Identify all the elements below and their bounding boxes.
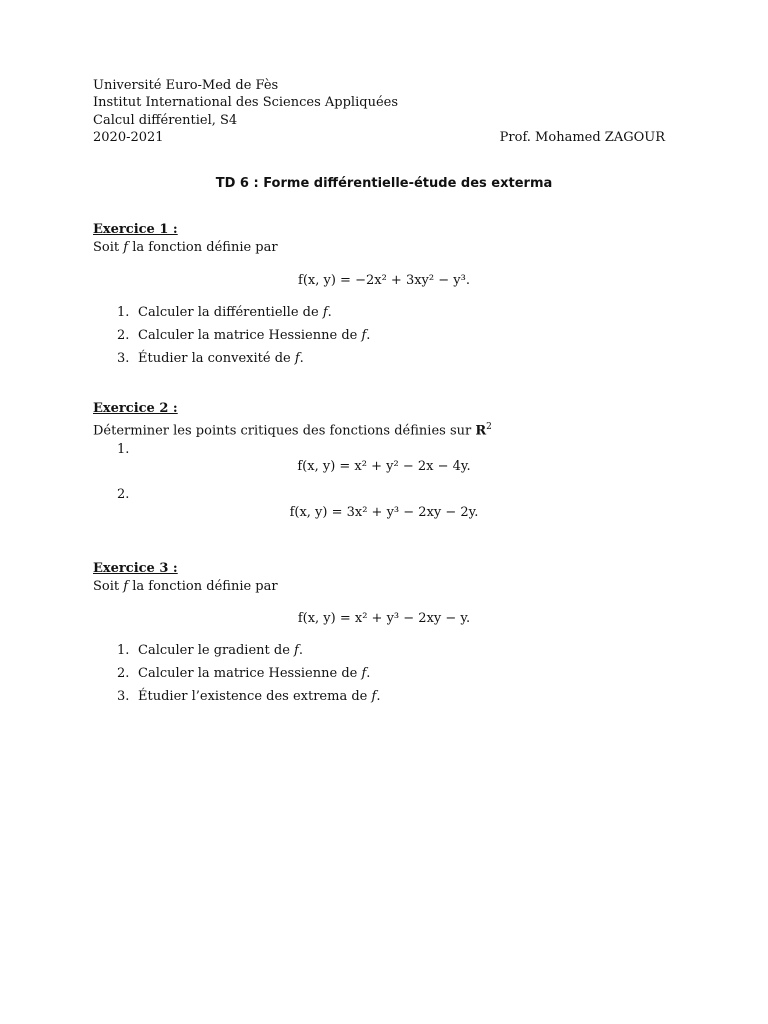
exercise-1-item-1: 1. Calculer la différentielle de f. <box>117 305 332 320</box>
exercise-3-intro: Soit f la fonction définie par <box>93 579 278 594</box>
exercise-2-item-1-number: 1. <box>117 442 130 457</box>
exercise-1-intro: Soit f la fonction définie par <box>93 240 278 255</box>
academic-year: 2020-2021 <box>93 130 164 145</box>
exercise-2-item-2-number: 2. <box>117 487 130 502</box>
exercise-1-item-2: 2. Calculer la matrice Hessienne de f. <box>117 328 371 343</box>
exercise-3-title: Exercice 3 : <box>93 561 178 576</box>
exercise-1-equation: f(x, y) = −2x² + 3xy² − y³. <box>298 273 470 288</box>
document-title: TD 6 : Forme différentielle-étude des exterma <box>215 176 553 191</box>
exercise-3-item-3: 3. Étudier l’existence des extrema de f. <box>117 689 381 704</box>
course-name: Calcul différentiel, S4 <box>93 113 238 128</box>
exercise-1-title: Exercice 1 : <box>93 222 178 237</box>
exercise-3-item-2: 2. Calculer la matrice Hessienne de f. <box>117 666 371 681</box>
exercise-2-item-1-equation: f(x, y) = x² + y² − 2x − 4y. <box>297 459 471 474</box>
exercise-1-item-3: 3. Étudier la convexité de f. <box>117 351 304 366</box>
exercise-2-title: Exercice 2 : <box>93 401 178 416</box>
exercise-2-intro: Déterminer les points critiques des fonctions définies sur $R^2$ <box>93 422 492 439</box>
exercise-2-item-2-equation: f(x, y) = 3x² + y³ − 2xy − 2y. <box>289 505 479 520</box>
exercise-3-equation: f(x, y) = x² + y³ − 2xy − y. <box>297 611 471 626</box>
institute-name: Institut International des Sciences Appliquées <box>93 95 399 110</box>
university-name: Université Euro-Med de Fès <box>93 78 279 93</box>
exercise-3-item-1: 1. Calculer le gradient de f. <box>117 643 303 658</box>
professor-name: Prof. Mohamed ZAGOUR <box>499 130 665 145</box>
